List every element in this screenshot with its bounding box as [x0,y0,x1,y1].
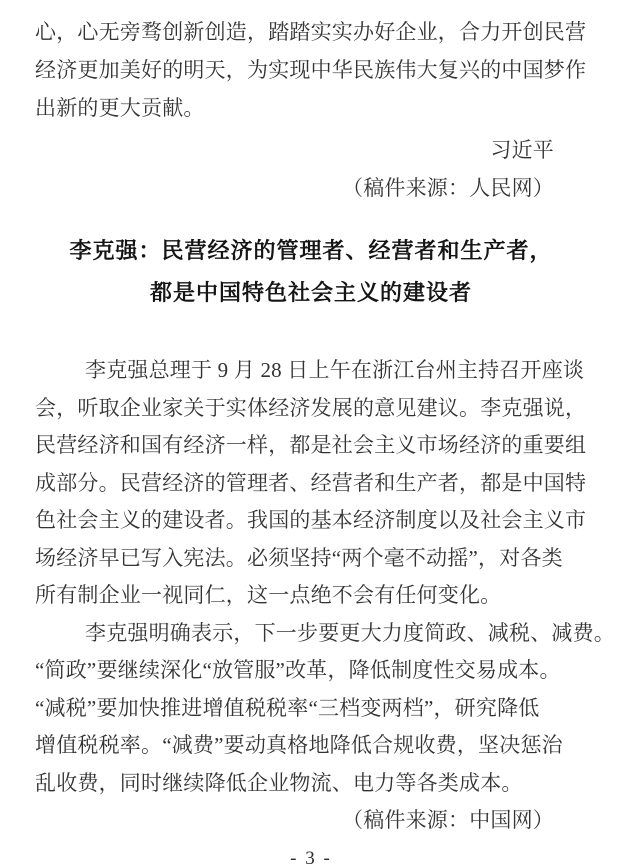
article-paragraph-line: “简政”要继续深化“放管服”改革，降低制度性交易成本。 [35,658,561,682]
article-body [35,352,615,868]
article-paragraph-line: “减税”要加快推进增值税税率“三档变两档”，研究降低 [35,695,540,720]
article-title-line: 都是中国特色社会主义的建设者 [149,280,472,305]
page-number: - 3 - [290,847,332,868]
article-paragraph-line: 场经济早已写入宪法。必须坚持“两个毫不动摇”，对各类 [35,545,563,570]
article-paragraph-line: 色社会主义的建设者。我国的基本经济制度以及社会主义市 [35,508,587,532]
article-paragraph-line: 所有制企业一视同仁，这一点绝不会有任何变化。 [35,583,502,607]
article-paragraph [35,615,615,803]
article-paragraph [35,352,587,615]
article-paragraph-line: 乱收费，同时继续降低企业物流、电力等各类成本。 [35,770,523,795]
article-source: （稿件来源：中国网） [342,808,554,832]
article-paragraph-line: 会，听取企业家关于实体经济发展的意见建议。李克强说， [35,395,587,420]
intro-paragraph-line: 经济更加美好的明天，为实现中华民族伟大复兴的中国梦作 [35,58,587,82]
intro-paragraph-line: 出新的更大贡献。 [35,96,205,120]
article-paragraph-line: 民营经济和国有经济一样，都是社会主义市场经济的重要组 [35,433,587,457]
signature-block [35,131,587,207]
article-paragraph-line: 李克强明确表示，下一步要更大力度简政、减税、减费。 [85,620,615,645]
article-title [35,230,587,314]
article-paragraph-line: 成部分。民营经济的管理者、经营者和生产者，都是中国特 [35,470,587,495]
article-paragraph-line: 李克强总理于 9 月 28 日上午在浙江台州主持召开座谈 [85,358,585,382]
article-title-line: 李克强：民营经济的管理者、经营者和生产者， [69,238,553,263]
intro-source: （稿件来源：人民网） [342,176,554,200]
article-paragraph-line: 增值税税率。“减费”要动真格地降低合规收费，坚决惩治 [35,733,563,757]
intro-paragraph-line: 心，心无旁骛创新创造，踏踏实实办好企业，合力开创民营 [35,20,587,44]
signature: 习近平 [490,138,554,162]
intro-paragraph [35,13,587,127]
